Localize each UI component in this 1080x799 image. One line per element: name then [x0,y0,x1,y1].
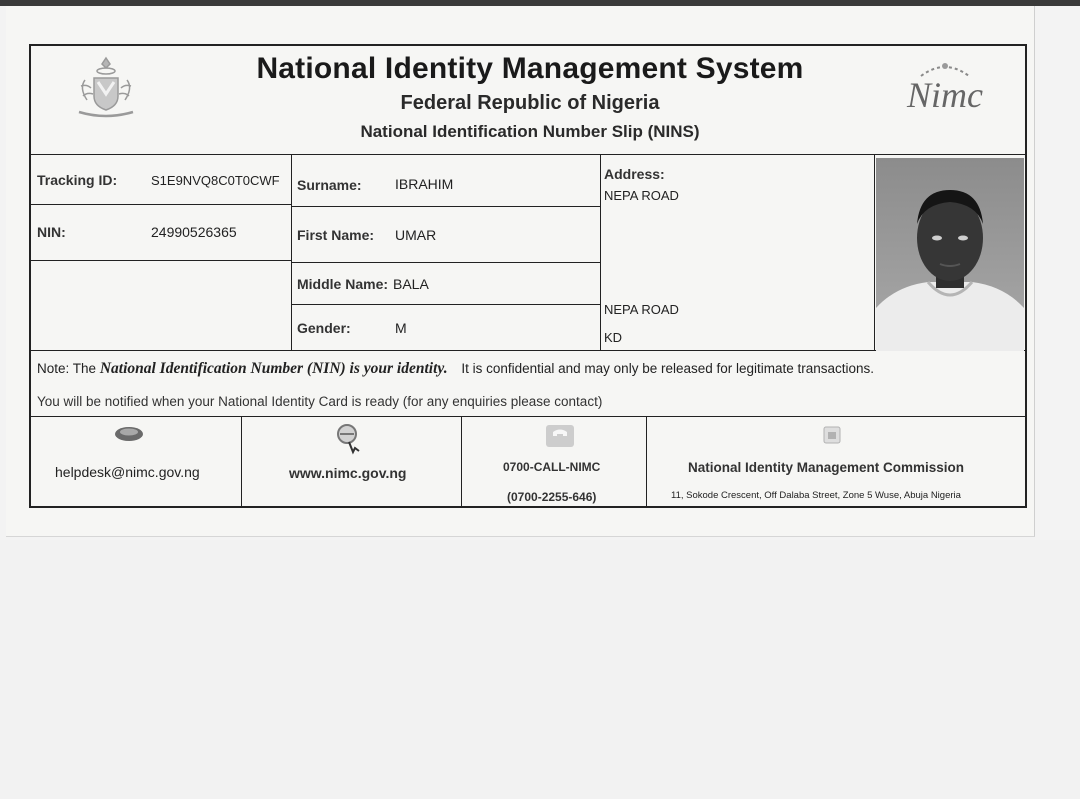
slip-paper [6,6,1035,537]
nin-value: 24990526365 [151,224,237,240]
nin-slip [29,44,1027,508]
footer-divider [461,416,462,508]
nin-label: NIN: [37,224,66,240]
website-link[interactable]: www.nimc.gov.ng [289,465,407,481]
row-divider [31,204,291,205]
identity-note [37,360,874,378]
address-line-1: NEPA ROAD [604,188,679,203]
passport-photo [876,158,1024,351]
notification-text: You will be notified when your National Identity Card is ready (for any enquiries please contact) [37,394,603,409]
surname-value: IBRAHIM [395,176,454,192]
footer-divider [241,416,242,508]
row-divider [291,206,600,207]
note-emphasis: National Identification Number (NIN) is your identity. [99,360,448,377]
slip-title: National Identification Number Slip (NINS) [360,122,700,141]
middle-name-value: BALA [393,276,429,292]
call-center-number: (0700-2255-646) [507,490,597,504]
web-icon [335,422,361,456]
note-divider [31,416,1025,417]
row-divider [291,304,600,305]
tracking-id-value: S1E9NVQ8C0T0CWF [151,173,280,188]
first-name-label: First Name: [297,227,375,243]
page-subtitle: Federal Republic of Nigeria [400,92,660,114]
page-title: National Identity Management System [256,52,804,85]
organization-name: National Identity Management Commission [688,460,965,475]
footer-divider [646,416,647,508]
address-line-2: NEPA ROAD [604,302,679,317]
surname-label: Surname: [297,177,362,193]
organization-address: 11, Sokode Crescent, Off Dalaba Street, Zone 5 Wuse, Abuja Nigeria [671,490,961,501]
middle-name-label: Middle Name: [297,276,389,292]
tracking-id-label: Tracking ID: [37,172,118,188]
email-icon [113,424,145,442]
person-photo-icon [876,158,1024,351]
helpdesk-email[interactable]: helpdesk@nimc.gov.ng [55,464,200,480]
address-line-3: KD [604,330,623,345]
note-prefix: Note: The [37,361,97,376]
address-icon [821,424,843,446]
logo-text: Nimc [907,75,983,115]
row-divider [291,262,600,263]
row-divider [31,260,291,261]
call-center-name: 0700-CALL-NIMC [503,460,601,474]
column-divider [600,154,601,350]
nimc-logo [903,60,993,120]
first-name-value: UMAR [395,227,437,243]
blank-page-area [0,540,1080,799]
phone-icon [545,424,575,448]
column-divider [874,154,875,350]
column-divider [291,154,292,350]
note-suffix: It is confidential and may only be released for legitimate transactions. [461,361,875,376]
gender-value: M [395,320,407,336]
header-divider [31,154,1025,155]
address-label: Address: [604,166,665,182]
gender-label: Gender: [297,320,351,336]
